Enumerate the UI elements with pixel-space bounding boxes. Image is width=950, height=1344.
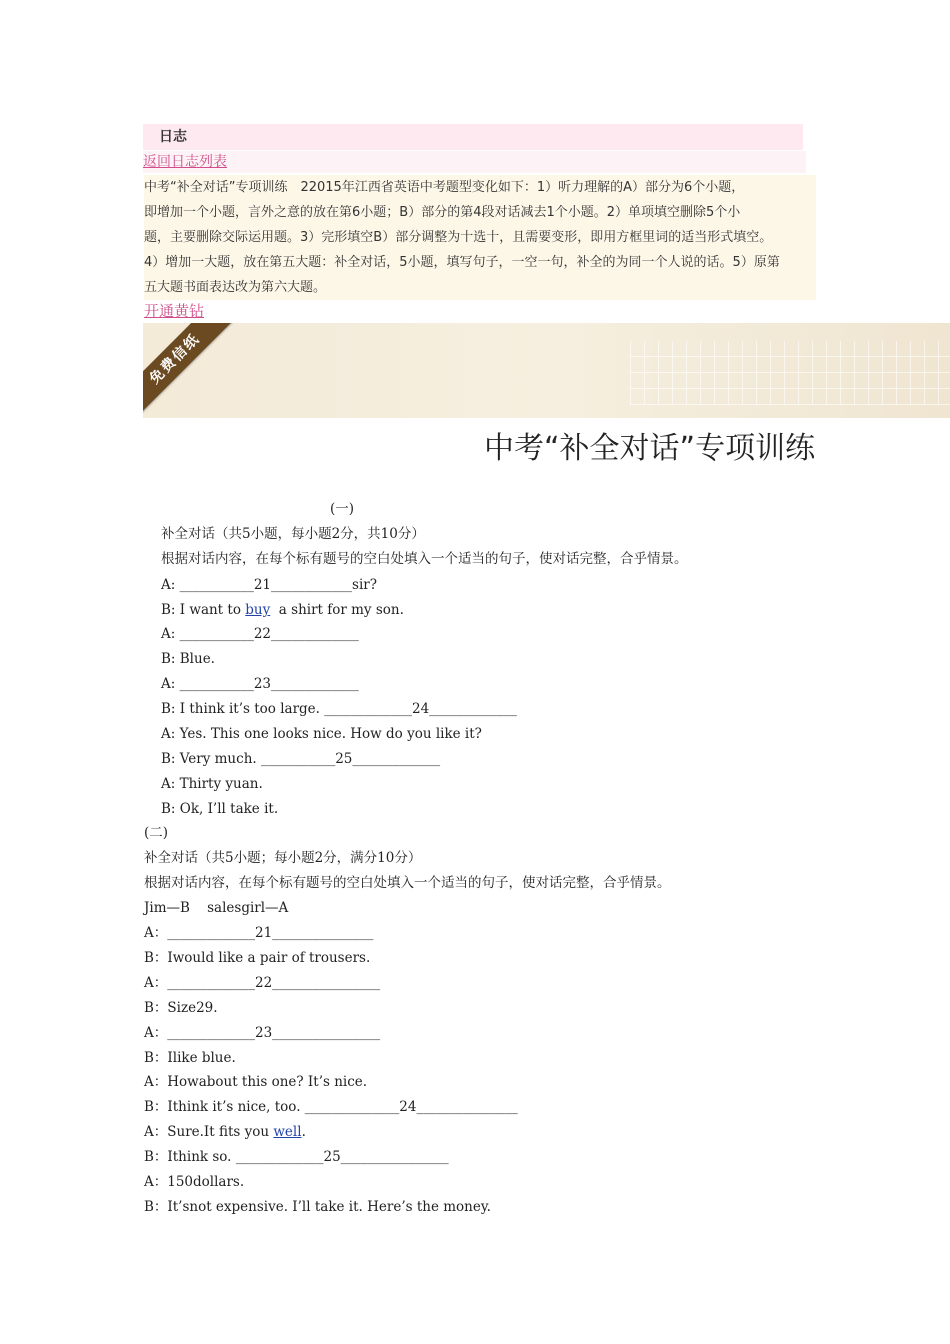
section-instruction: 根据对话内容，在每个标有题号的空白处填入一个适当的句子，使对话完整，合乎情景。 xyxy=(161,551,688,567)
dialogue-line: B：Ithink so. _____________25________________ xyxy=(144,1149,449,1165)
dialogue-line: A：Howabout this one? It’s nice. xyxy=(144,1074,368,1090)
section-instruction: 根据对话内容，在每个标有题号的空白处填入一个适当的句子，使对话完整，合乎情景。 xyxy=(144,875,671,891)
dialogue-line: A：_____________23________________ xyxy=(144,1025,381,1041)
dialogue-line: A：150dollars. xyxy=(144,1174,245,1190)
dialogue-text: B: I want to xyxy=(161,602,246,618)
dialogue-text: . xyxy=(301,1124,306,1140)
word-link-buy[interactable]: buy xyxy=(245,602,271,618)
summary-line: 题，主要删除交际运用题。3）完形填空B）部分调整为十选十，且需要变形，即用方框里词的适当形式填空。 xyxy=(144,225,816,250)
dialogue-text: A：Sure.It fits you xyxy=(144,1124,274,1140)
dialogue-line: B：Size29. xyxy=(144,1000,218,1016)
dialogue-line: B: Very much. ___________25_____________ xyxy=(161,751,441,767)
dialogue-line: B：Iwould like a pair of trousers. xyxy=(144,950,371,966)
dialogue-line: B：Ilike blue. xyxy=(144,1050,236,1066)
summary-line: 五大题书面表达改为第六大题。 xyxy=(144,275,816,300)
dialogue-line: B: Ok, I’ll take it. xyxy=(161,801,279,817)
dialogue-line: A: ___________23_____________ xyxy=(161,676,359,692)
summary-line: 即增加一个小题，言外之意的放在第6小题；B）部分的第4段对话减去1个小题。2）单项填空删除5个小 xyxy=(144,200,816,225)
dialogue-line: A: Thirty yuan. xyxy=(161,776,263,792)
dialogue-line: B: Blue. xyxy=(161,651,215,667)
dialogue-line: A：_____________21_______________ xyxy=(144,925,374,941)
summary-line: 中考“补全对话”专项训练 22015年江西省英语中考题型变化如下：1）听力理解的A）部分为6个小题， xyxy=(144,175,816,200)
open-vip-link[interactable]: 开通黄钻 xyxy=(144,302,205,320)
dialogue-line: B：It’snot expensive. I’ll take it. Here’s the money. xyxy=(144,1199,491,1215)
section-instruction: 补全对话（共5小题；每小题2分，满分10分） xyxy=(144,850,422,866)
dialogue-line: A：_____________22________________ xyxy=(144,975,381,991)
free-stationery-ribbon: 免费信纸 xyxy=(143,323,234,418)
dialogue-line xyxy=(161,600,404,620)
dialogue-line: A: Yes. This one looks nice. How do you like it? xyxy=(161,726,482,742)
section-instruction: 补全对话（共5小题，每小题2分，共10分） xyxy=(161,526,425,542)
word-link-well[interactable]: well xyxy=(273,1124,302,1140)
dialogue-line: B：Ithink it’s nice, too. ______________24_______________ xyxy=(144,1099,518,1115)
document-title: 中考“补全对话”专项训练 xyxy=(484,431,816,466)
back-to-log-list-link[interactable]: 返回日志列表 xyxy=(143,151,806,173)
dialogue-line: A: ___________22_____________ xyxy=(161,626,359,642)
log-summary xyxy=(144,175,816,300)
log-header xyxy=(143,124,803,150)
log-title: 日志 xyxy=(159,129,187,145)
section-heading: (一) xyxy=(330,501,355,517)
dialogue-roles: Jim—B salesgirl—A xyxy=(144,900,289,916)
dialogue-line: B: I think it’s too large. _____________24_____________ xyxy=(161,701,517,717)
free-stationery-banner[interactable] xyxy=(143,323,950,418)
section-heading: (二) xyxy=(144,825,169,841)
banner-grid-pattern xyxy=(630,341,950,405)
summary-line: 4）增加一大题，放在第五大题：补全对话，5小题，填写句子，一空一句，补全的为同一个人说的话。5）原第 xyxy=(144,250,816,275)
dialogue-text: a shirt for my son. xyxy=(270,602,404,618)
dialogue-line: A: ___________21____________sir? xyxy=(161,577,377,593)
dialogue-line xyxy=(144,1122,306,1142)
